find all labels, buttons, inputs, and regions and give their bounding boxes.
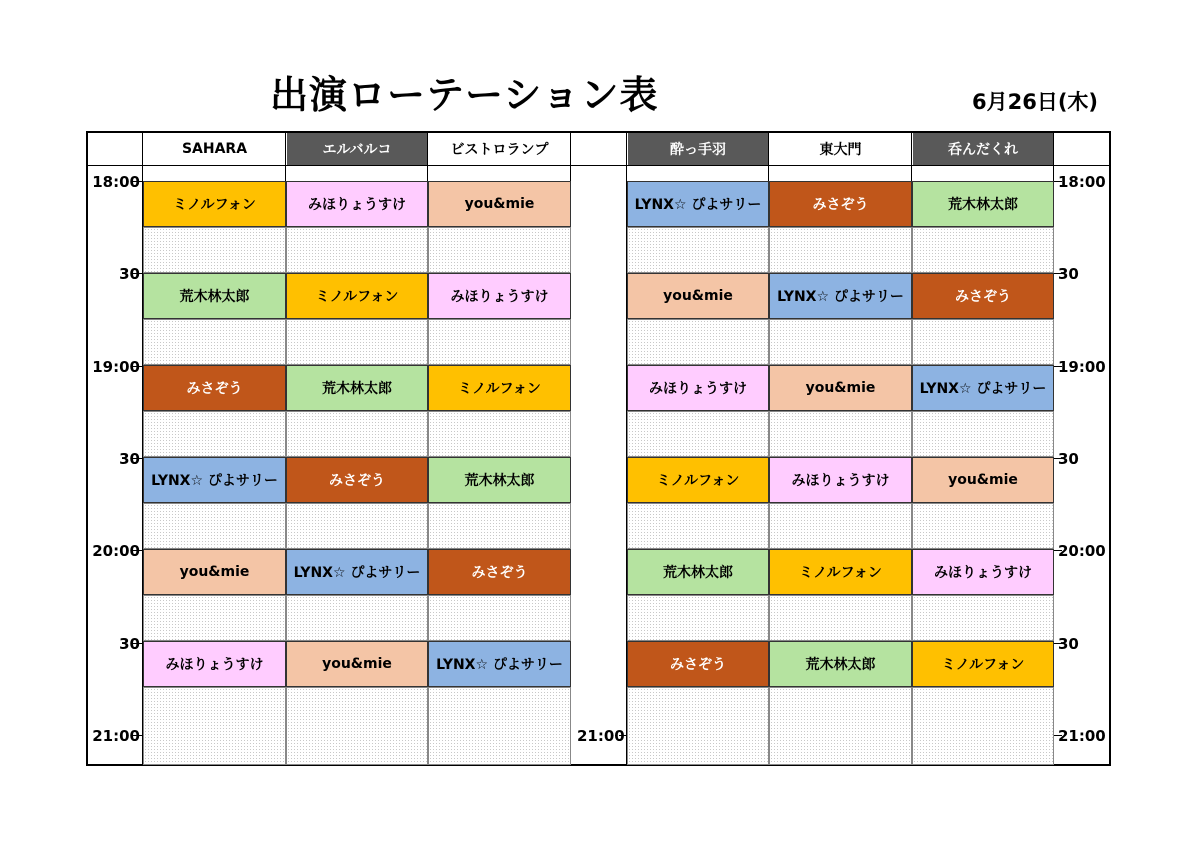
performer-slot[interactable]: you&mie [428, 181, 571, 227]
break-slot [769, 227, 912, 273]
break-slot [143, 227, 286, 273]
time-tick [1054, 550, 1062, 551]
break-slot [286, 319, 428, 365]
break-slot [769, 319, 912, 365]
break-slot [286, 595, 428, 641]
time-label-left: 21:00 [92, 727, 140, 745]
performer-slot[interactable]: みさぞう [627, 641, 769, 687]
time-tick [132, 366, 143, 367]
header-divider [86, 165, 1111, 166]
time-label-left: 18:00 [92, 173, 140, 191]
break-slot [143, 687, 286, 765]
time-tick [132, 458, 143, 459]
break-slot [769, 595, 912, 641]
time-label-right: 21:00 [1058, 727, 1106, 745]
performer-slot[interactable]: みほりょうすけ [769, 457, 912, 503]
time-tick [1054, 181, 1062, 182]
break-slot [912, 411, 1054, 457]
break-slot [428, 687, 571, 765]
time-label-left: 30 [119, 450, 140, 468]
break-slot [428, 319, 571, 365]
performer-slot[interactable]: 荒木林太郎 [769, 641, 912, 687]
time-tick [132, 643, 143, 644]
performer-slot[interactable]: you&mie [912, 457, 1054, 503]
time-tick [1054, 458, 1062, 459]
break-slot [286, 503, 428, 549]
time-label-right: 30 [1058, 265, 1079, 283]
time-label-right: 19:00 [1058, 358, 1106, 376]
page-title: 出演ローテーション表 [270, 73, 659, 117]
performer-slot[interactable]: LYNX☆ ぴよサリー [627, 181, 769, 227]
break-slot [912, 227, 1054, 273]
time-tick [1054, 643, 1062, 644]
performer-slot[interactable]: LYNX☆ ぴよサリー [143, 457, 286, 503]
time-tick [132, 735, 143, 736]
time-tick [132, 273, 143, 274]
schedule-date: 6月26日(木) [972, 90, 1099, 114]
venue-header: エルバルコ [287, 133, 427, 165]
time-label-right: 18:00 [1058, 173, 1106, 191]
venue-header: 酔っ手羽 [628, 133, 768, 165]
time-label-left: 30 [119, 265, 140, 283]
break-slot [912, 595, 1054, 641]
time-label-right: 20:00 [1058, 542, 1106, 560]
time-label-left: 20:00 [92, 542, 140, 560]
performer-slot[interactable]: みほりょうすけ [428, 273, 571, 319]
time-label-right: 30 [1058, 450, 1079, 468]
break-slot [769, 503, 912, 549]
performer-slot[interactable]: みさぞう [286, 457, 428, 503]
performer-slot[interactable]: みほりょうすけ [627, 365, 769, 411]
time-tick [619, 735, 627, 736]
performer-slot[interactable]: みさぞう [769, 181, 912, 227]
break-slot [143, 319, 286, 365]
performer-slot[interactable]: ミノルフォン [286, 273, 428, 319]
break-slot [286, 411, 428, 457]
performer-slot[interactable]: LYNX☆ ぴよサリー [286, 549, 428, 595]
break-slot [627, 595, 769, 641]
time-label-left: 19:00 [92, 358, 140, 376]
break-slot [143, 503, 286, 549]
performer-slot[interactable]: LYNX☆ ぴよサリー [769, 273, 912, 319]
performer-slot[interactable]: みほりょうすけ [286, 181, 428, 227]
time-tick [1054, 273, 1062, 274]
performer-slot[interactable]: ミノルフォン [428, 365, 571, 411]
performer-slot[interactable]: 荒木林太郎 [627, 549, 769, 595]
performer-slot[interactable]: LYNX☆ ぴよサリー [428, 641, 571, 687]
break-slot [286, 227, 428, 273]
performer-slot[interactable]: 荒木林太郎 [143, 273, 286, 319]
performer-slot[interactable]: ミノルフォン [769, 549, 912, 595]
performer-slot[interactable]: ミノルフォン [627, 457, 769, 503]
performer-slot[interactable]: ミノルフォン [143, 181, 286, 227]
break-slot [428, 503, 571, 549]
performer-slot[interactable]: you&mie [286, 641, 428, 687]
break-slot [428, 595, 571, 641]
performer-slot[interactable]: LYNX☆ ぴよサリー [912, 365, 1054, 411]
break-slot [286, 687, 428, 765]
time-tick [1054, 735, 1062, 736]
break-slot [627, 319, 769, 365]
break-slot [627, 411, 769, 457]
performer-slot[interactable]: みさぞう [143, 365, 286, 411]
break-slot [769, 411, 912, 457]
performer-slot[interactable]: みさぞう [912, 273, 1054, 319]
time-tick [132, 550, 143, 551]
break-slot [428, 411, 571, 457]
break-slot [627, 687, 769, 765]
break-slot [769, 687, 912, 765]
performer-slot[interactable]: you&mie [769, 365, 912, 411]
break-slot [428, 227, 571, 273]
venue-header: ビストロランプ [429, 133, 570, 165]
break-slot [912, 503, 1054, 549]
time-label-right: 30 [1058, 635, 1079, 653]
venue-header: SAHARA [144, 133, 285, 165]
performer-slot[interactable]: you&mie [627, 273, 769, 319]
break-slot [912, 687, 1054, 765]
time-tick [132, 181, 143, 182]
time-label-middle: 21:00 [577, 727, 625, 745]
performer-slot[interactable]: you&mie [143, 549, 286, 595]
performer-slot[interactable]: 荒木林太郎 [428, 457, 571, 503]
break-slot [627, 227, 769, 273]
break-slot [912, 319, 1054, 365]
performer-slot[interactable]: 荒木林太郎 [286, 365, 428, 411]
performer-slot[interactable]: みほりょうすけ [143, 641, 286, 687]
venue-header: 呑んだくれ [913, 133, 1053, 165]
performer-slot[interactable]: 荒木林太郎 [912, 181, 1054, 227]
performer-slot[interactable]: みほりょうすけ [912, 549, 1054, 595]
performer-slot[interactable]: ミノルフォン [912, 641, 1054, 687]
time-tick [1054, 366, 1062, 367]
break-slot [143, 411, 286, 457]
break-slot [627, 503, 769, 549]
break-slot [143, 595, 286, 641]
time-label-left: 30 [119, 635, 140, 653]
performer-slot[interactable]: みさぞう [428, 549, 571, 595]
venue-header: 東大門 [770, 133, 911, 165]
